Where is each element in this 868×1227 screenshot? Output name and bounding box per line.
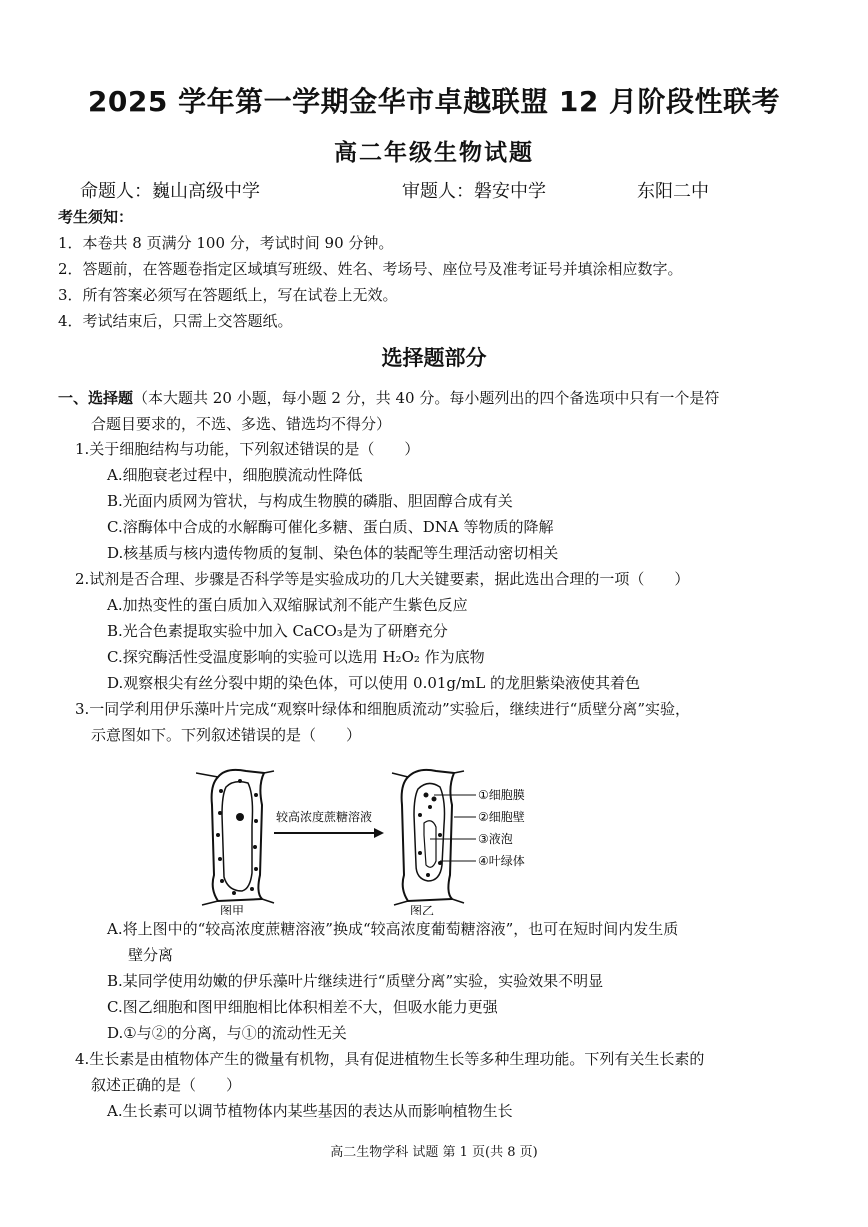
setter-school: 命题人：巍山高级中学 [80,181,260,202]
question-1-option-b: B.光面内质网为管状，与构成生物膜的磷脂、胆固醇合成有关 [107,492,513,510]
figure-caption-yi: 图乙 [410,904,435,915]
part-desc-cont: 合题目要求的，不选、多选、错选均不得分） [91,415,392,433]
callout-label-2: ②细胞壁 [478,810,525,824]
question-3-option-c: C.图乙细胞和图甲细胞相比体积相差不大，但吸水能力更强 [107,998,498,1016]
exam-subtitle: 高二年级生物试题 [334,140,534,166]
plasmolysis-figure [196,765,556,915]
question-3-option-a-cont: 壁分离 [128,946,174,964]
part-instructions [58,385,818,437]
callout-label-4: ④叶绿体 [478,854,525,868]
question-3-option-d: D.①与②的分离，与①的流动性无关 [107,1024,347,1042]
question-2-option-d: D.观察根尖有丝分裂中期的染色体，可以使用 0.01g/mL 的龙胆紫染液使其着色 [107,674,641,692]
notice-item: 2．答题前，在答题卷指定区域填写班级、姓名、考场号、座位号及准考证号并填涂相应数字。 [58,260,683,278]
question-3-option-a: A.将上图中的“较高浓度蔗糖溶液”换成“较高浓度葡萄糖溶液”，也可在短时间内发生质 [107,920,679,938]
question-1-option-c: C.溶酶体中合成的水解酶可催化多糖、蛋白质、DNA 等物质的降解 [107,518,554,536]
question-3-stem-cont: 示意图如下。下列叙述错误的是（ ） [91,726,362,744]
callout-label-3: ③液泡 [478,832,513,846]
notice-heading: 考生须知： [58,208,134,226]
figure-caption-jia: 图甲 [220,904,245,915]
callout-label-1: ①细胞膜 [478,788,525,802]
part-label: 一、选择题 [58,389,134,407]
arrow-label: 较高浓度蔗糖溶液 [276,810,373,824]
question-3-option-b: B.某同学使用幼嫩的伊乐藻叶片继续进行“质壁分离”实验，实验效果不明显 [107,972,604,990]
question-4-option-a: A.生长素可以调节植物体内某些基因的表达从而影响植物生长 [107,1102,513,1120]
cell-yi-diagram [392,770,464,915]
question-2-option-a: A.加热变性的蛋白质加入双缩脲试剂不能产生紫色反应 [107,596,468,614]
part-desc: （本大题共 20 小题，每小题 2 分，共 40 分。每小题列出的四个备选项中只有一个是符 [133,389,720,407]
question-2-stem: 2.试剂是否合理、步骤是否科学等是实验成功的几大关键要素，据此选出合理的一项（ ） [75,570,690,588]
transfer-arrow [274,809,384,838]
section-title: 选择题部分 [381,346,487,370]
page-footer: 高二生物学科 试题 第 1 页(共 8 页) [330,1145,538,1160]
reviewer-school: 审题人：磐安中学 [402,181,546,202]
question-4-stem: 4.生长素是由植物体产生的微量有机物，具有促进植物生长等多种生理功能。下列有关生长素的 [75,1050,705,1068]
question-3-stem: 3.一同学利用伊乐藻叶片完成“观察叶绿体和细胞质流动”实验后，继续进行“质壁分离”实验， [75,700,690,718]
question-1-option-a: A.细胞衰老过程中，细胞膜流动性降低 [107,466,363,484]
cell-jia-diagram [196,770,274,915]
question-2-option-b: B.光合色素提取实验中加入 CaCO₃是为了研磨充分 [107,622,448,640]
notice-item: 1．本卷共 8 页满分 100 分，考试时间 90 分钟。 [58,234,394,252]
exam-title: 2025 学年第一学期金华市卓越联盟 12 月阶段性联考 [87,85,781,118]
question-4-stem-cont: 叙述正确的是（ ） [91,1076,242,1094]
question-2-option-c: C.探究酶活性受温度影响的实验可以选用 H₂O₂ 作为底物 [107,648,485,666]
reviewer-school-2: 东阳二中 [637,181,709,202]
question-1-stem: 1.关于细胞结构与功能，下列叙述错误的是（ ） [75,440,420,458]
notice-item: 4．考试结束后，只需上交答题纸。 [58,312,293,330]
question-1-option-d: D.核基质与核内遗传物质的复制、染色体的装配等生理活动密切相关 [107,544,559,562]
notice-item: 3．所有答案必须写在答题纸上，写在试卷上无效。 [58,286,398,304]
